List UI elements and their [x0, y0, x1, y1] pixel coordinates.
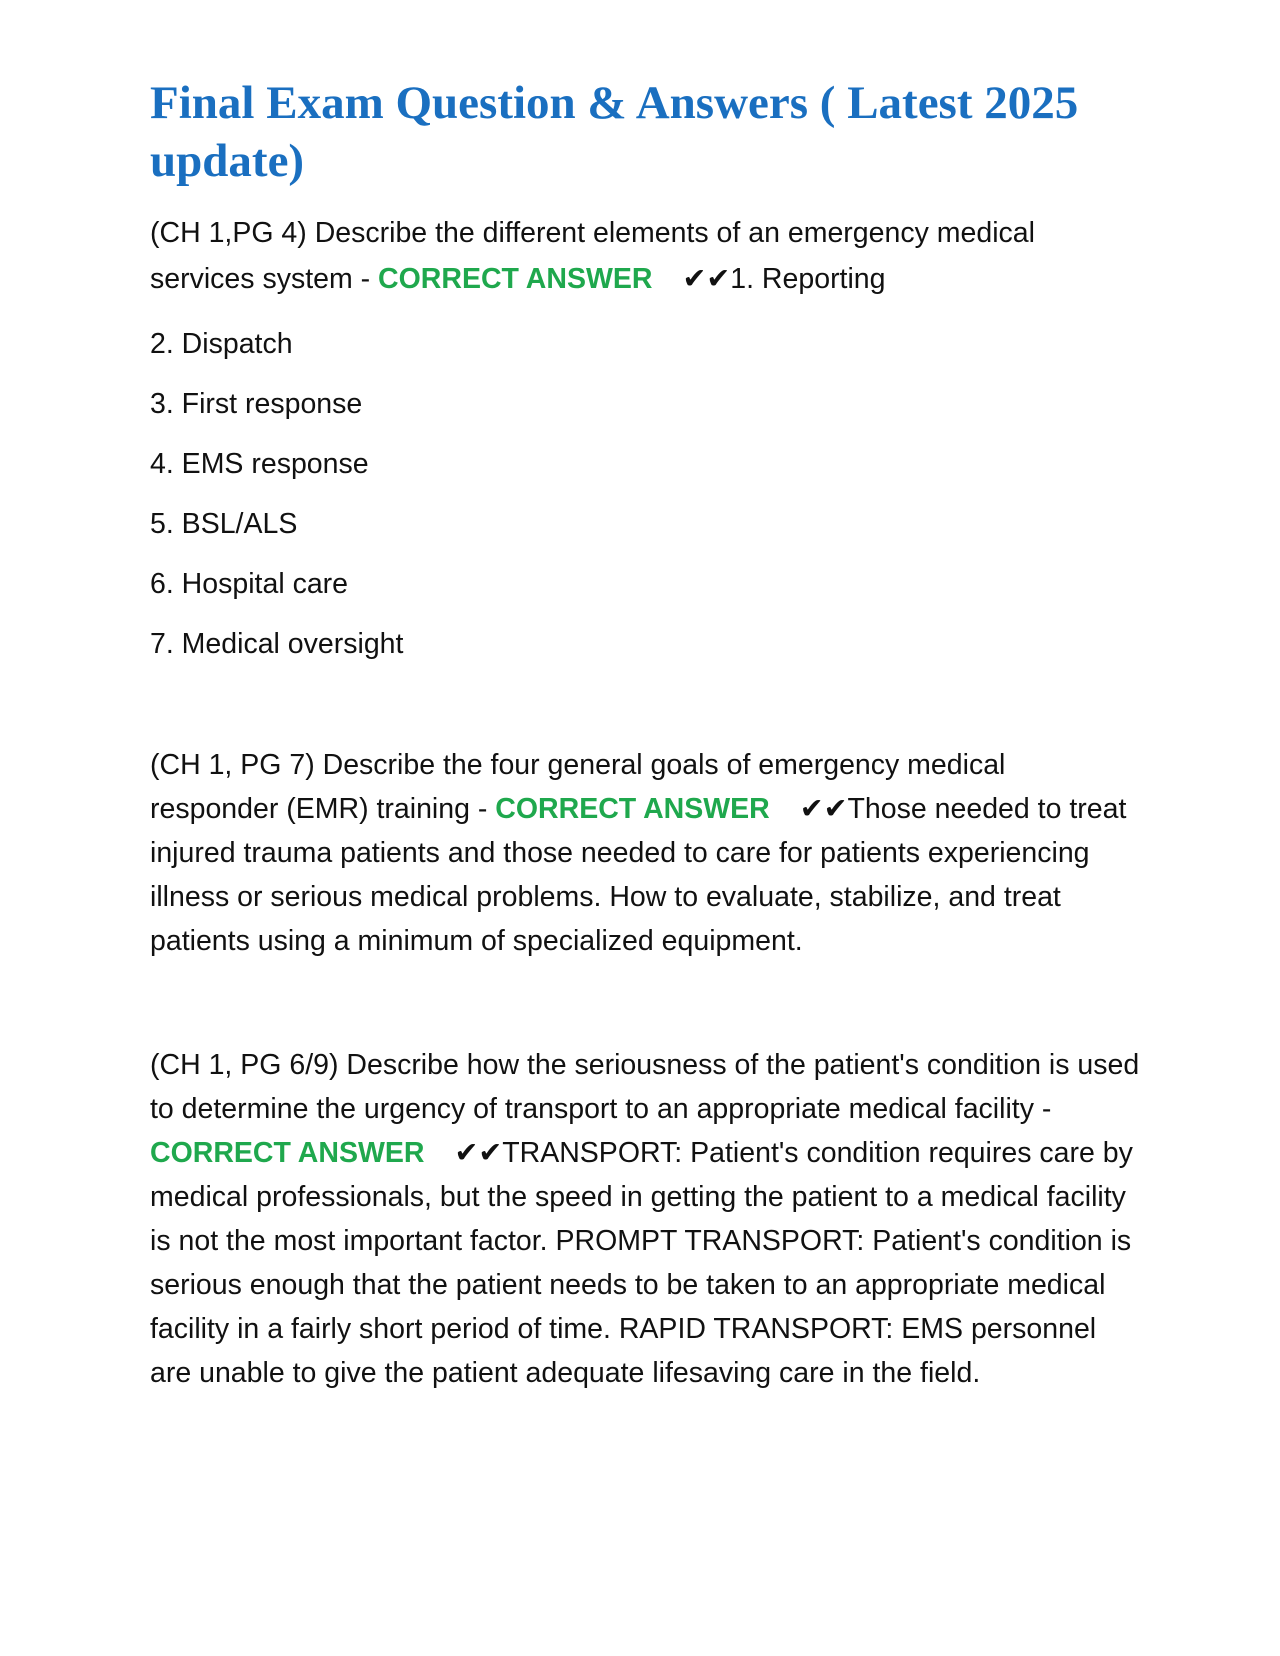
question-2-text: (CH 1, PG 7) Describe the four general goals of emergency medical responder (EMR) training - [150, 749, 1006, 825]
question-3-text: (CH 1, PG 6/9) Describe how the seriousness of the patient's condition is used to determine the urgency of transport to an appropriate medical facility - [150, 1049, 1140, 1125]
list-item: 4. EMS response [150, 448, 369, 480]
question-3 [150, 1043, 1140, 1395]
correct-answer-label: CORRECT ANSWER [150, 1137, 425, 1169]
correct-answer-label: CORRECT ANSWER [378, 263, 653, 295]
question-2-answer: Those needed to treat injured trauma patients and those needed to care for patients experiencing illness or serious medical problems. How to evaluate, stabilize, and treat patients using a minimum of specialized equipment. [150, 793, 1127, 957]
question-2 [150, 743, 1140, 963]
document-title: Final Exam Question & Answers ( Latest 2025 update) [150, 77, 1079, 187]
check-marks-icon: ✔✔ [682, 263, 731, 295]
question-1 [150, 210, 1140, 302]
list-item: 5. BSL/ALS [150, 508, 298, 540]
list-item: 2. Dispatch [150, 328, 293, 360]
question-3-answer: TRANSPORT: Patient's condition requires care by medical professionals, but the speed in getting the patient to a medical facility is not the most important factor. PROMPT TRANSPORT: Patient's condition is serious enough that the patient needs to be taken to an appropriate medical facility in a fairly short period of time. RAPID TRANSPORT: EMS personnel are unable to give the patient adequate lifesaving care in the field. [150, 1137, 1133, 1389]
check-marks-icon: ✔✔ [454, 1137, 503, 1169]
question-1-answer-first: 1. Reporting [730, 263, 886, 295]
list-item: 6. Hospital care [150, 568, 349, 600]
document-page [150, 74, 1140, 1395]
question-1-text: (CH 1,PG 4) Describe the different elements of an emergency medical services system - [150, 217, 1035, 295]
check-marks-icon: ✔✔ [799, 793, 848, 825]
correct-answer-label: CORRECT ANSWER [495, 793, 770, 825]
list-item: 7. Medical oversight [150, 628, 404, 660]
list-item: 3. First response [150, 388, 363, 420]
